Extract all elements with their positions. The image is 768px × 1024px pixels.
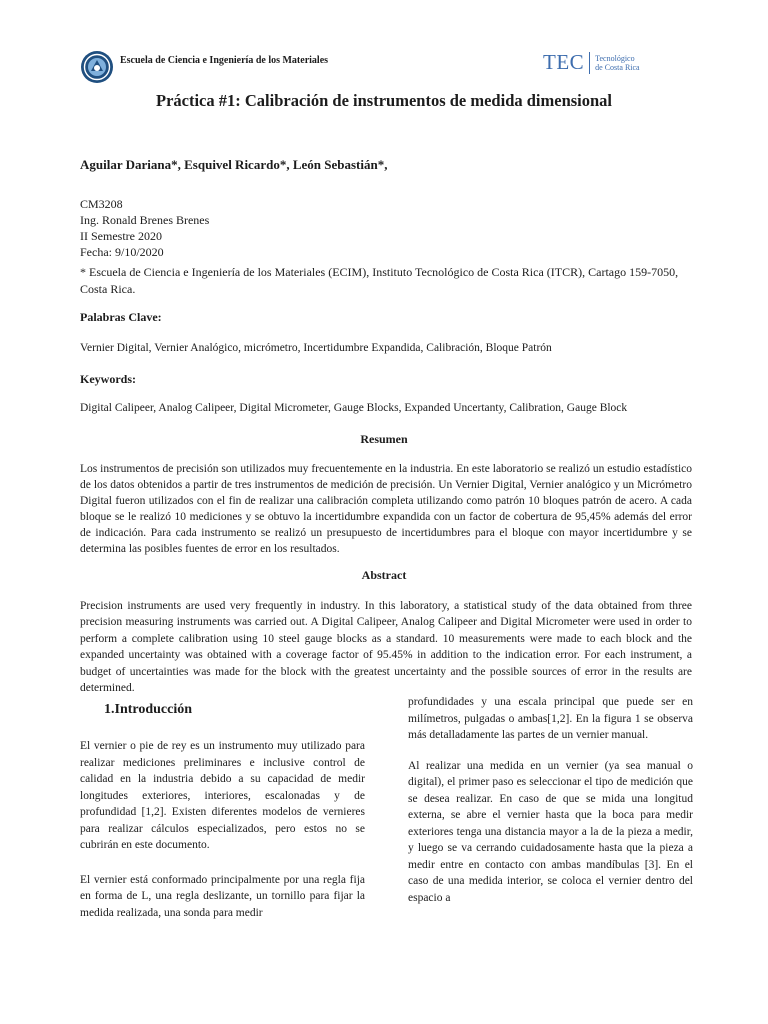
palabras-clave-text: Vernier Digital, Vernier Analógico, micrómetro, Incertidumbre Expandida, Calibración, Bloque Patrón [80,342,552,354]
introduction-heading: 1.Introducción [104,702,193,717]
tec-logo [543,50,640,75]
tec-logo-subtitle [595,54,639,72]
date: Fecha: 9/10/2020 [80,245,164,259]
school-logo-icon [80,50,114,84]
tec-logo-separator [589,52,590,74]
right-column [408,694,693,906]
authors: Aguilar Dariana*, Esquivel Ricardo*, León Sebastián*, [80,157,388,172]
keywords-heading: Keywords: [80,372,136,386]
affiliation: * Escuela de Ciencia e Ingeniería de los Materiales (ECIM), Instituto Tecnológico de Costa Rica (ITCR), Cartago 159-7050, Costa Rica. [80,265,679,296]
resumen-text: Los instrumentos de precisión son utilizados muy frecuentemente en la industria. En este laboratorio se realizó un estudio estadístico de los datos obtenidos a partir de tres instrumentos de medición de precisión. Un Vernier Digital, Vernier analógico y un Micrómetro Digital fueron utilizados con el fin de realizar una calibración completa utilizando como patrón 10 bloques patrón de acero. A cada bloque se le realizó 10 mediciones y se obtuvo la incertidumbre expandida con un factor de cobertura de 95,45% además del error de indicación. Para cada instrumento se realizó un presupuesto de incertidumbres para el bloque con mayor incertidumbre y se determina las posibles fuentes de error en los resultados. [80,463,692,555]
course-code: CM3208 [80,197,123,211]
abstract-heading: Abstract [361,568,407,582]
professor: Ing. Ronald Brenes Brenes [80,213,210,227]
document-title: Práctica #1: Calibración de instrumentos de medida dimensional [155,91,613,110]
school-name: Escuela de Ciencia e Ingeniería de los Materiales [120,55,329,66]
palabras-clave-heading: Palabras Clave: [80,310,162,324]
abstract-text: Precision instruments are used very frequently in industry. In this laboratory, a statistical study of the data obtained from three precision measuring instruments was carried out. A Digital Calipeer, Analog Calipeer and Digital Micrometer were used in order to perform a complete calibration using 10 steel gauge blocks as a standard. 10 measurements were made to each block and the expanded uncertainty was obtained with a coverage factor of 95.45% in addition to the indication error. For each instrument, a budget of uncertainties was made for the block with the greatest uncertainty and the possible sources of error in the results are determined. [80,600,692,695]
tec-logo-text: TEC [543,50,585,74]
intro-paragraph-2: El vernier está conformado principalmente por una regla fija en forma de L, una regla deslizante, un tornillo para fijar la medida realizada, una sonda para medir [80,873,365,919]
course-info [80,196,209,260]
intro-paragraph-4: Al realizar una medida en un vernier (ya sea manual o digital), el primer paso es seleccionar el tipo de medición que se desea realizar. En caso de que se mida una longitud externa, se abre el vernier hasta que la boca para medir exteriores tenga una distancia mayor a la de la pieza a medir, y luego se va cerrando cuidadosamente hasta que la pieza a medir entre en contacto con ambas mandíbulas [3]. En el caso de una medida interior, se coloca el vernier dentro del espacio a [408,759,693,904]
intro-paragraph-3: profundidades y una escala principal que puede ser en milímetros, pulgadas o ambas[1,2]. En la figura 1 se observa más detalladamente las partes de un vernier manual. [408,696,693,741]
intro-paragraph-1: El vernier o pie de rey es un instrumento muy utilizado para realizar mediciones preliminares e inclusive control de calidad en la industria debido a su capacidad de medir longitudes exteriores, interiores, escalonadas y de profundidad [1,2]. Existen diferentes modelos de vernieres para realizar cálculos especializados, pero estos no se cubrirán en este documento. [80,740,365,851]
resumen-heading: Resumen [360,432,408,446]
keywords-text: Digital Calipeer, Analog Calipeer, Digital Micrometer, Gauge Blocks, Expanded Uncertanty, Calibration, Gauge Block [80,402,628,414]
tec-logo-sub-line2: de Costa Rica [595,62,640,72]
semester: II Semestre 2020 [80,229,162,243]
left-column [80,738,365,921]
tec-logo-sub-line1: Tecnológico [595,53,635,63]
